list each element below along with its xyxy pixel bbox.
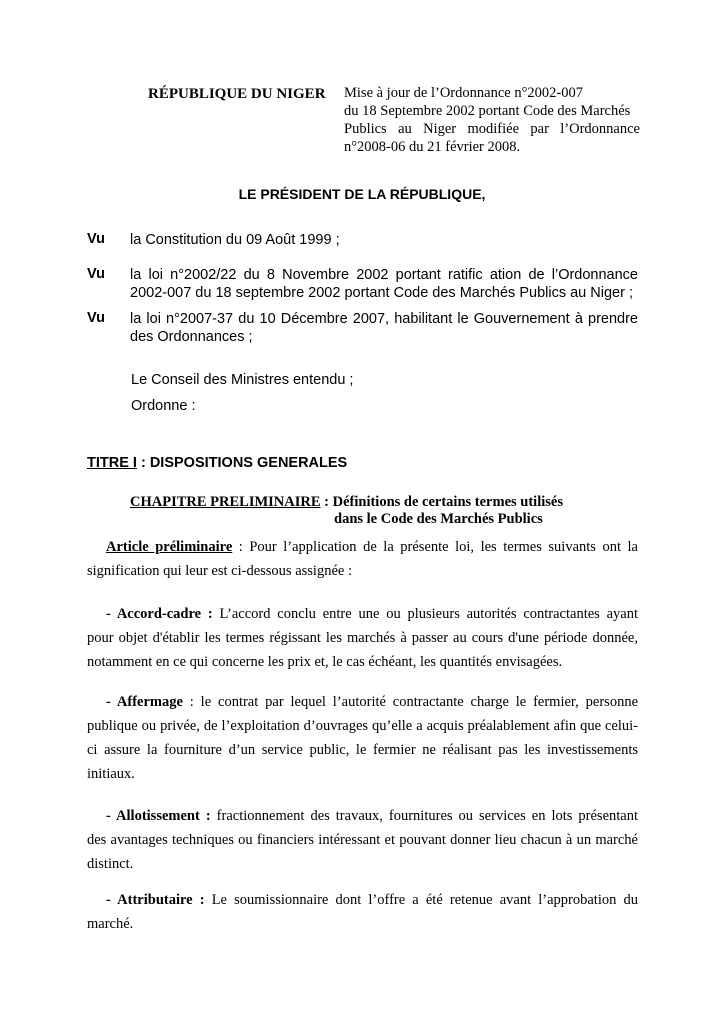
ordonne-text: Ordonne : bbox=[131, 398, 196, 414]
title-text: : DISPOSITIONS GENERALES bbox=[136, 455, 348, 471]
definition-line: publique ou privée, de l’exploitation d’ouvrages qu’elle a acquis préalablement afin que celui- bbox=[87, 718, 638, 734]
title-heading bbox=[87, 455, 347, 471]
definition-term: - Attributaire : bbox=[106, 892, 205, 908]
vu-label: Vu bbox=[87, 231, 105, 247]
update-note-line: Mise à jour de l’Ordonnance n°2002-007 bbox=[344, 85, 583, 101]
update-note bbox=[344, 84, 640, 156]
definition-accord-cadre bbox=[87, 602, 638, 674]
update-note-line: n°2008-06 du 21 février 2008. bbox=[344, 139, 521, 155]
vu-line: la loi n°2002/22 du 8 Novembre 2002 portant ratific ation de l’Ordonnance bbox=[130, 267, 638, 283]
definition-line: ci assure la fourniture d’un service public, le fermier ne réalisant pas les investissements bbox=[87, 742, 638, 758]
vu-line: des Ordonnances ; bbox=[130, 329, 253, 345]
definition-line: distinct. bbox=[87, 856, 134, 872]
update-note-line: du 18 Septembre 2002 portant Code des Marchés bbox=[344, 103, 631, 119]
definition-line: marché. bbox=[87, 916, 134, 932]
definition-line: des avantages techniques ou financiers intéressant et pouvant donner lieu chacun à un marché bbox=[87, 832, 638, 848]
definition-line: notamment en ce qui concerne les prix et, le cas échéant, les quantités envisagées. bbox=[87, 654, 563, 670]
conseil-text: Le Conseil des Ministres entendu ; bbox=[131, 372, 354, 388]
definition-term: - Accord-cadre : bbox=[106, 606, 213, 622]
vu-label: Vu bbox=[87, 266, 105, 282]
title-label: TITRE I bbox=[87, 455, 137, 471]
vu-text bbox=[130, 310, 638, 346]
definition-allotissement bbox=[87, 804, 638, 876]
definition-text: L’accord conclu entre une ou plusieurs autorités contractantes ayant bbox=[212, 606, 639, 622]
vu-line: 2002-007 du 18 septembre 2002 portant Code des Marchés Publics au Niger ; bbox=[130, 285, 633, 301]
definition-text: Le soumissionnaire dont l’offre a été retenue avant l’approbation du bbox=[204, 892, 638, 908]
definition-line bbox=[87, 888, 638, 912]
definition-line bbox=[87, 804, 638, 828]
article-line: signification qui leur est ci-dessous assignée : bbox=[87, 563, 352, 579]
vu-text bbox=[130, 266, 638, 302]
definition-line bbox=[87, 602, 638, 626]
article-text: : Pour l’application de la présente loi, les termes suivants ont la bbox=[232, 539, 638, 555]
chapter-label: CHAPITRE PRELIMINAIRE bbox=[130, 494, 321, 510]
definition-text: : le contrat par lequel l’autorité contractante charge le fermier, personne bbox=[182, 694, 639, 710]
republic-heading: RÉPUBLIQUE DU NIGER bbox=[148, 86, 326, 102]
article-label: Article préliminaire bbox=[106, 539, 233, 555]
vu-line: la Constitution du 09 Août 1999 ; bbox=[130, 232, 340, 248]
vu-line: la loi n°2007-37 du 10 Décembre 2007, habilitant le Gouvernement à prendre bbox=[130, 311, 638, 327]
definition-attributaire bbox=[87, 888, 638, 936]
article-paragraph bbox=[87, 535, 638, 583]
update-note-line: Publics au Niger modifiée par l’Ordonnance bbox=[344, 121, 640, 137]
president-heading: LE PRÉSIDENT DE LA RÉPUBLIQUE, bbox=[238, 186, 486, 202]
definition-line bbox=[87, 690, 638, 714]
chapter-text: : Définitions de certains termes utilisés bbox=[320, 494, 563, 510]
definition-line: initiaux. bbox=[87, 766, 135, 782]
article-line bbox=[87, 535, 638, 559]
definition-term: - Allotissement : bbox=[106, 808, 211, 824]
definition-term: - Affermage bbox=[106, 694, 183, 710]
vu-label: Vu bbox=[87, 310, 105, 326]
definition-affermage bbox=[87, 690, 638, 786]
chapter-subheading: dans le Code des Marchés Publics bbox=[334, 511, 543, 527]
definition-text: fractionnement des travaux, fournitures ou services en lots présentant bbox=[210, 808, 638, 824]
vu-text bbox=[130, 231, 638, 249]
chapter-heading bbox=[130, 493, 563, 511]
definition-line: pour objet d'établir les termes régissant les marchés à passer au cours d'une période donnée, bbox=[87, 630, 638, 646]
